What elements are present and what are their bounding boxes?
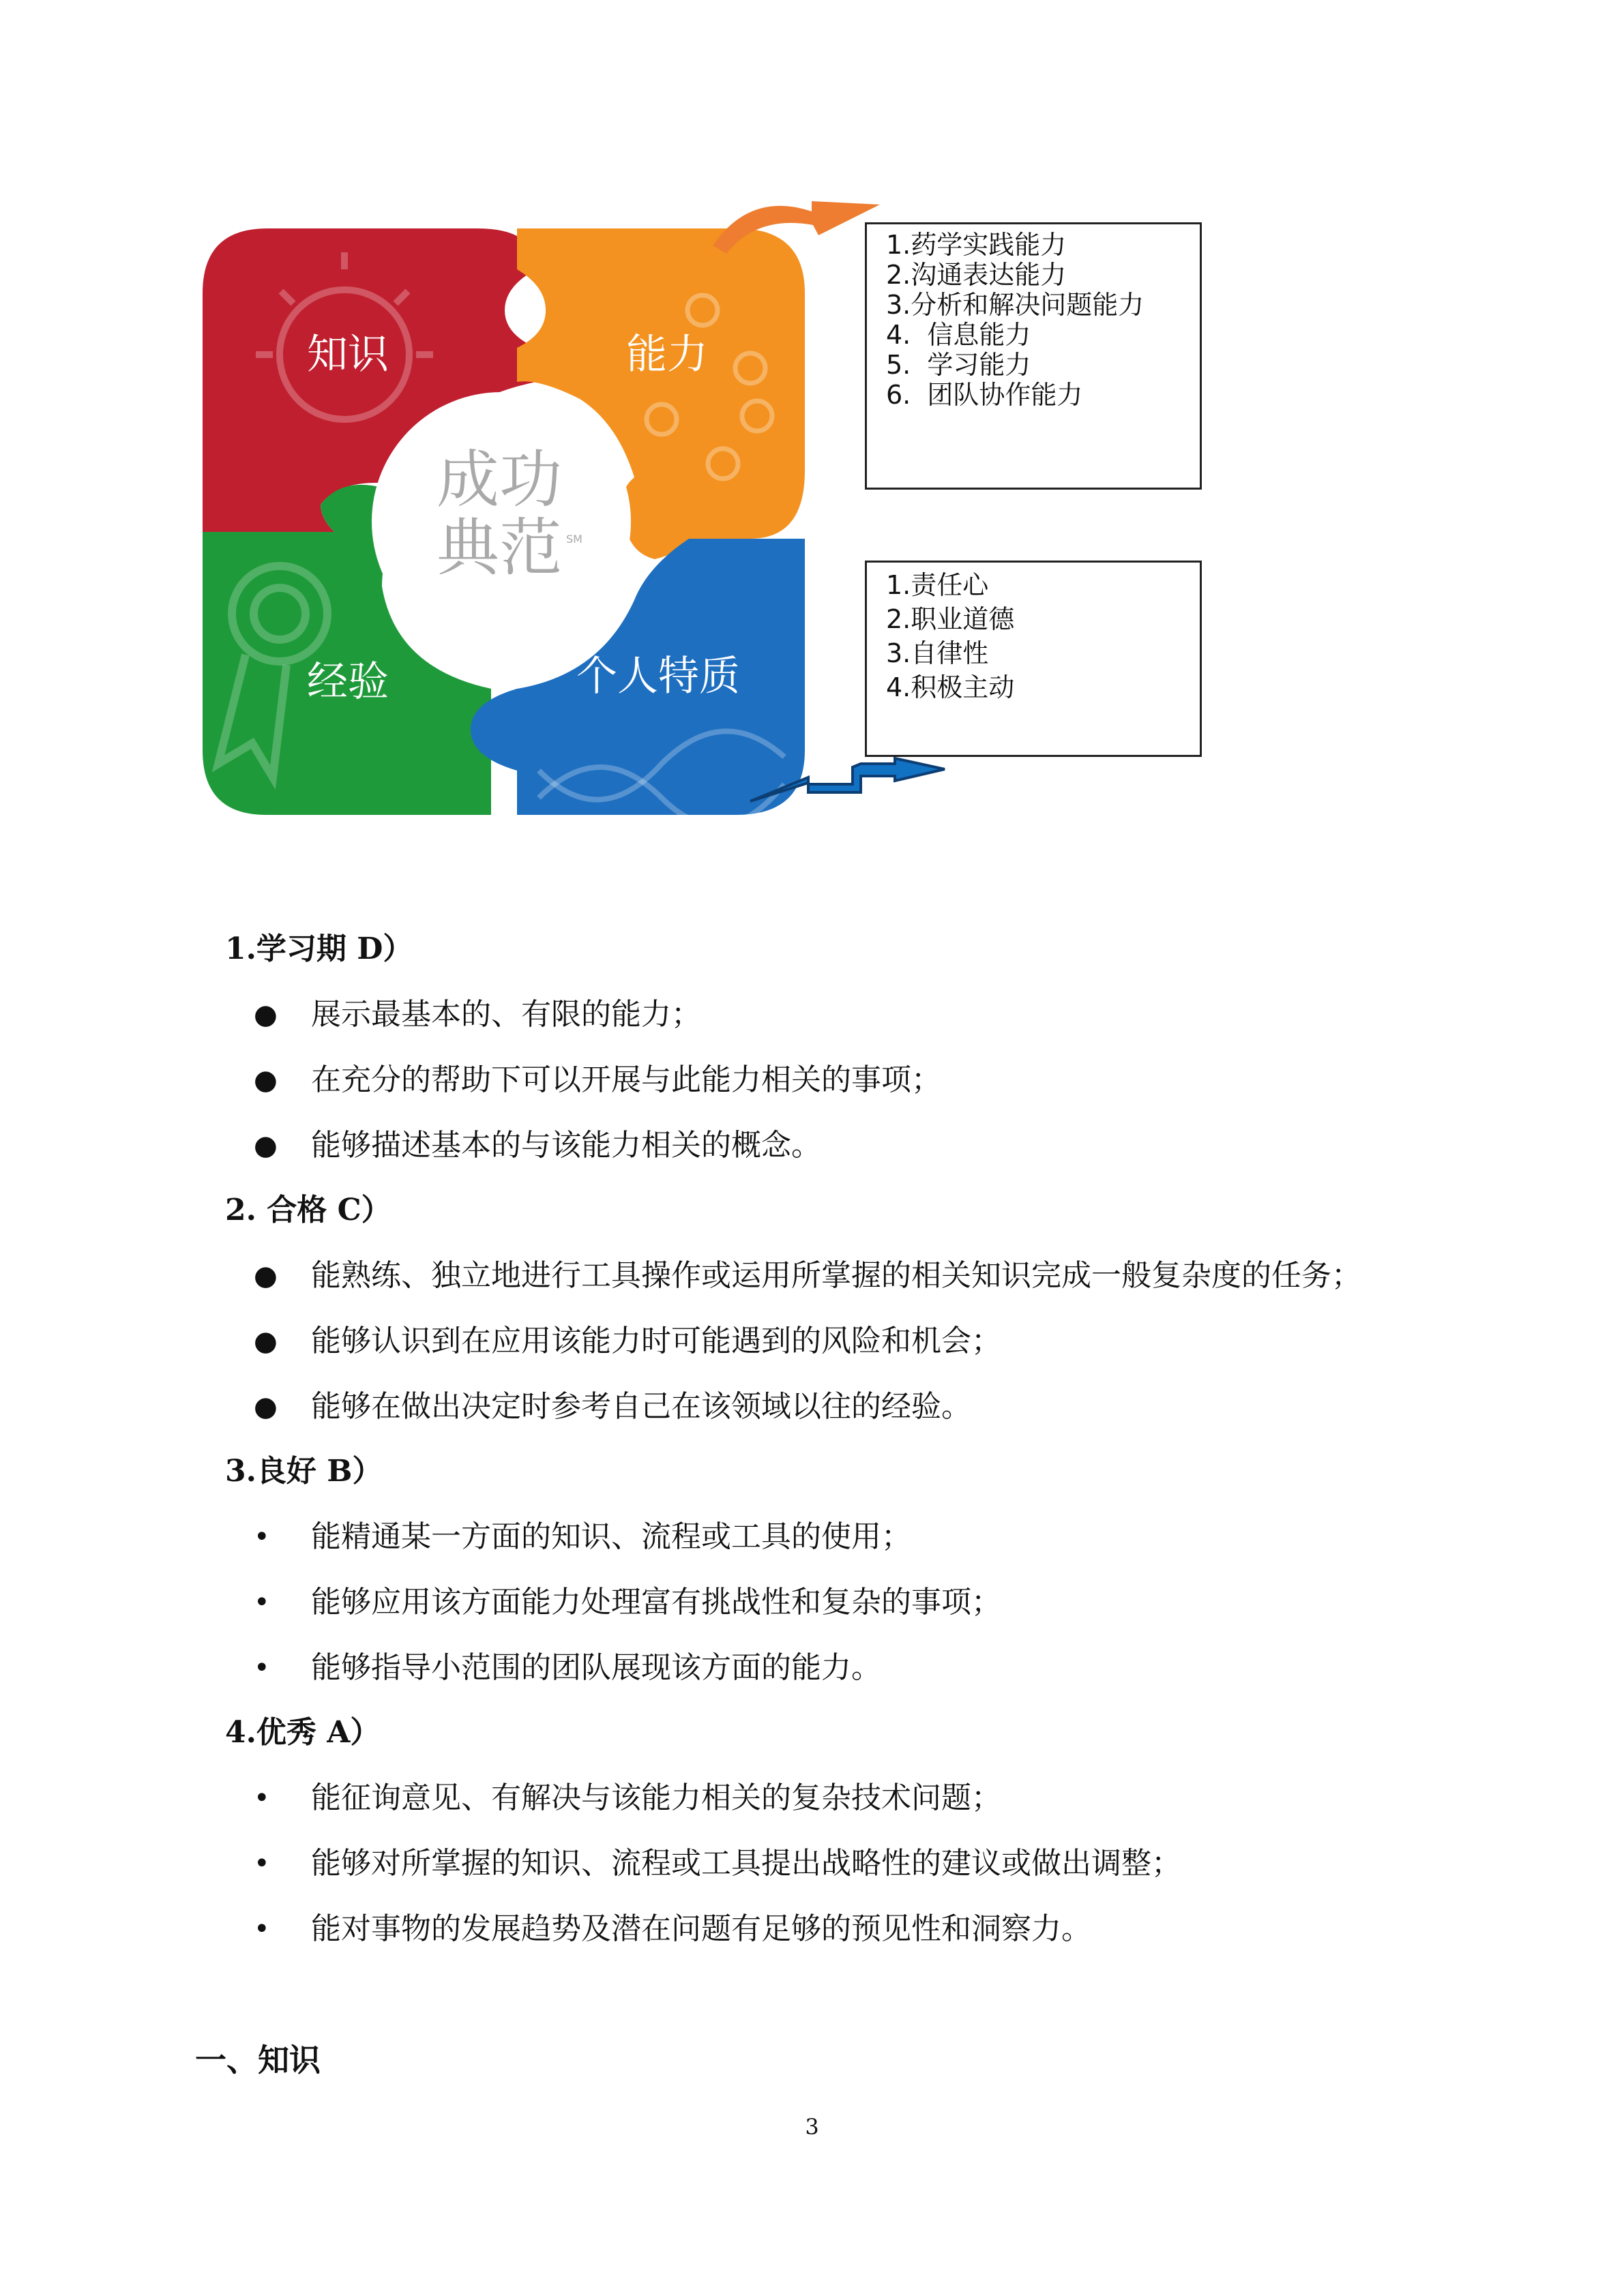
personal-trait-item: 4.积极主动	[886, 672, 1015, 702]
ability-item: 5. 学习能力	[886, 350, 1031, 380]
list-item: ● 能够在做出决定时参考自己在该领域以往的经验。	[239, 1374, 1361, 1440]
list-item: • 能够指导小范围的团队展现该方面的能力。	[239, 1635, 1001, 1701]
personal-traits-label: 个人特质	[576, 653, 740, 700]
bullet-icon: ●	[254, 1391, 278, 1422]
bullet-icon: •	[254, 1913, 270, 1945]
list-item: ● 能熟练、独立地进行工具操作或运用所掌握的相关知识完成一般复杂度的任务；	[239, 1243, 1361, 1309]
competency-puzzle-diagram	[0, 0, 1624, 886]
ability-item: 3.分析和解决问题能力	[886, 290, 1145, 320]
list-item: • 能够对所掌握的知识、流程或工具提出战略性的建议或做出调整；	[239, 1831, 1181, 1896]
level-heading: 1.学习期 D）	[225, 931, 413, 966]
bullet-icon: •	[254, 1652, 270, 1684]
personal-trait-item: 2.职业道德	[886, 604, 1015, 634]
page-number: 3	[805, 2114, 819, 2140]
bullet-icon: ●	[254, 1326, 278, 1357]
bullet-icon: •	[254, 1587, 270, 1618]
list-item: ● 展示最基本的、有限的能力；	[239, 982, 941, 1047]
ability-item: 6. 团队协作能力	[886, 380, 1083, 410]
list-item: ● 在充分的帮助下可以开展与此能力相关的事项；	[239, 1047, 941, 1113]
bullet-icon: •	[254, 1783, 270, 1814]
ability-item: 4. 信息能力	[886, 320, 1031, 350]
level-2-list	[239, 1243, 1361, 1440]
bullet-icon: ●	[254, 1130, 278, 1161]
list-item: • 能对事物的发展趋势及潜在问题有足够的预见性和洞察力。	[239, 1896, 1181, 1962]
bullet-icon: ●	[254, 1064, 278, 1096]
list-item: • 能够应用该方面能力处理富有挑战性和复杂的事项；	[239, 1570, 1001, 1635]
bullet-icon: •	[254, 1521, 270, 1553]
bullet-icon: ●	[254, 999, 278, 1030]
knowledge-label: 知识	[307, 331, 389, 378]
level-3-list	[239, 1504, 1001, 1701]
level-4-list	[239, 1765, 1181, 1962]
ability-item: 1.药学实践能力	[886, 230, 1067, 260]
ability-item: 2.沟通表达能力	[886, 260, 1067, 290]
list-item: • 能征询意见、有解决与该能力相关的复杂技术问题；	[239, 1765, 1181, 1831]
list-item: • 能精通某一方面的知识、流程或工具的使用；	[239, 1504, 1001, 1570]
section-heading: 一、知识	[195, 2042, 321, 2078]
level-heading: 2. 合格 C）	[225, 1193, 392, 1227]
bullet-icon: •	[254, 1848, 270, 1879]
list-item: ● 能够描述基本的与该能力相关的概念。	[239, 1113, 941, 1178]
center-title-line2: 典范	[437, 511, 563, 584]
level-heading: 4.优秀 A）	[225, 1715, 381, 1750]
bullet-icon: ●	[254, 1260, 278, 1292]
center-title-line1: 成功	[437, 443, 563, 516]
experience-label: 经验	[307, 658, 389, 706]
list-item: ● 能够认识到在应用该能力时可能遇到的风险和机会；	[239, 1309, 1361, 1374]
ability-list-box	[865, 222, 1202, 490]
level-heading: 3.良好 B）	[225, 1454, 383, 1489]
level-1-list	[239, 982, 941, 1178]
ability-label: 能力	[626, 331, 708, 378]
service-mark: SM	[566, 533, 582, 546]
personal-trait-item: 3.自律性	[886, 638, 989, 668]
personal-trait-item: 1.责任心	[886, 570, 989, 600]
personal-traits-list-box	[865, 561, 1202, 757]
